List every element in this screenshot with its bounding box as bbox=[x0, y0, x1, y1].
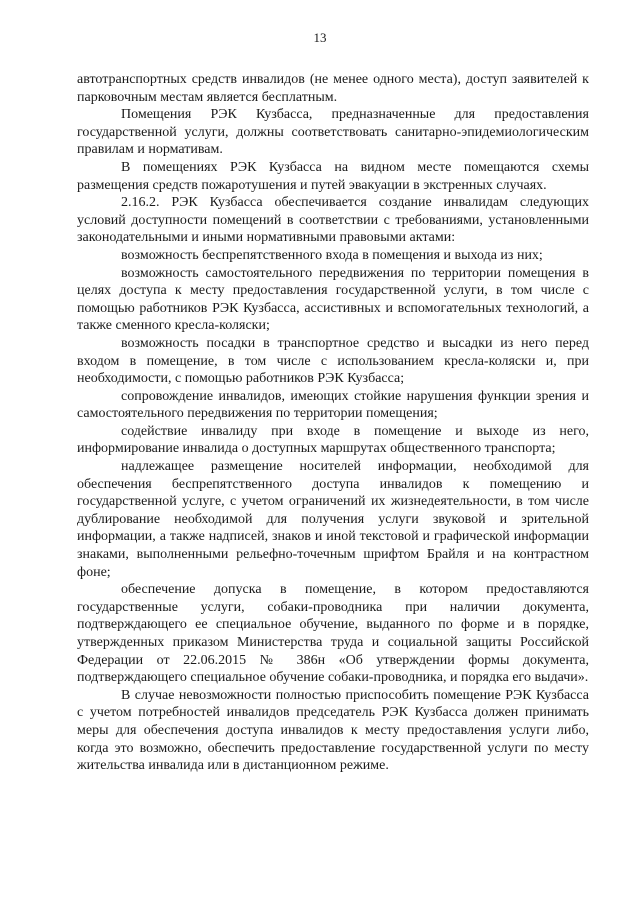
list-item-information-placement: надлежащее размещение носителей информации, необходимой для обеспечения беспрепятственного доступа инвалидов к помещению и государственной услуге, с учетом ограничений их жизнедеятельности, в том числе дублирование необходимой для получения услуги звуковой и зрительной информации, а также надписей, знаков и иной текстовой и графической информации знаками, выполненными рельефно-точечным шрифтом Брайля и на контрастном фоне; bbox=[77, 459, 589, 580]
list-item-escort: сопровождение инвалидов, имеющих стойкие нарушения функции зрения и самостоятельного передвижения по территории помещения; bbox=[77, 388, 589, 422]
paragraph-evacuation-schemes: В помещениях РЭК Кузбасса на видном месте помещаются схемы размещения средств пожаротушения и путей эвакуации в экстренных случаях. bbox=[77, 159, 589, 193]
paragraph-premises-sanitary: Помещения РЭК Кузбасса, предназначенные для предоставления государственной услуги, должны соответствовать санитарно-эпидемиологическим правилам и нормативам. bbox=[77, 107, 589, 158]
list-item-movement: возможность самостоятельного передвижения по территории помещения в целях доступа к месту предоставления государственной услуги, в том числе с помощью работников РЭК Кузбасса, ассистивных и вспомогательных технологий, а также сменного кресла-коляски; bbox=[77, 265, 589, 334]
paragraph-section-2-16-2: 2.16.2. РЭК Кузбасса обеспечивается создание инвалидам следующих условий доступности помещений в соответствии с требованиями, установленными законодательными и иными нормативными правовыми актами: bbox=[77, 195, 589, 246]
paragraph-alternative-provision: В случае невозможности полностью приспособить помещение РЭК Кузбасса с учетом потребностей инвалидов председатель РЭК Кузбасса должен принимать меры для обеспечения доступа инвалидов к месту предоставления услуги либо, когда это возможно, обеспечить предоставление государственной услуги по месту жительства инвалида или в дистанционном режиме. bbox=[77, 687, 589, 774]
list-item-entry-exit: возможность беспрепятственного входа в помещения и выхода из них; bbox=[121, 247, 543, 263]
list-item-transport-boarding: возможность посадки в транспортное средство и высадки из него перед входом в помещение, в том числе с использованием кресла-коляски и, при необходимости, с помощью работников РЭК Кузбасса; bbox=[77, 335, 589, 387]
page-number: 13 bbox=[313, 30, 327, 45]
document-body bbox=[77, 71, 589, 775]
paragraph-parking-continuation: автотранспортных средств инвалидов (не менее одного места), доступ заявителей к парковочным местам является бесплатным. bbox=[77, 72, 589, 105]
list-item-assistance: содействие инвалиду при входе в помещение и выходе из него, информирование инвалида о доступных маршрутах общественного транспорта; bbox=[77, 423, 589, 457]
list-item-guide-dog: обеспечение допуска в помещение, в котором предоставляются государственные услуги, собаки-проводника при наличии документа, подтверждающего ее специальное обучение, выданного по форме и в порядке, утвержденных приказом Министерства труда и социальной защиты Российской Федерации от 22.06.2015 № 386н «Об утверждении формы документа, подтверждающего специальное обучение собаки-проводника, и порядка его выдачи». bbox=[77, 582, 589, 686]
